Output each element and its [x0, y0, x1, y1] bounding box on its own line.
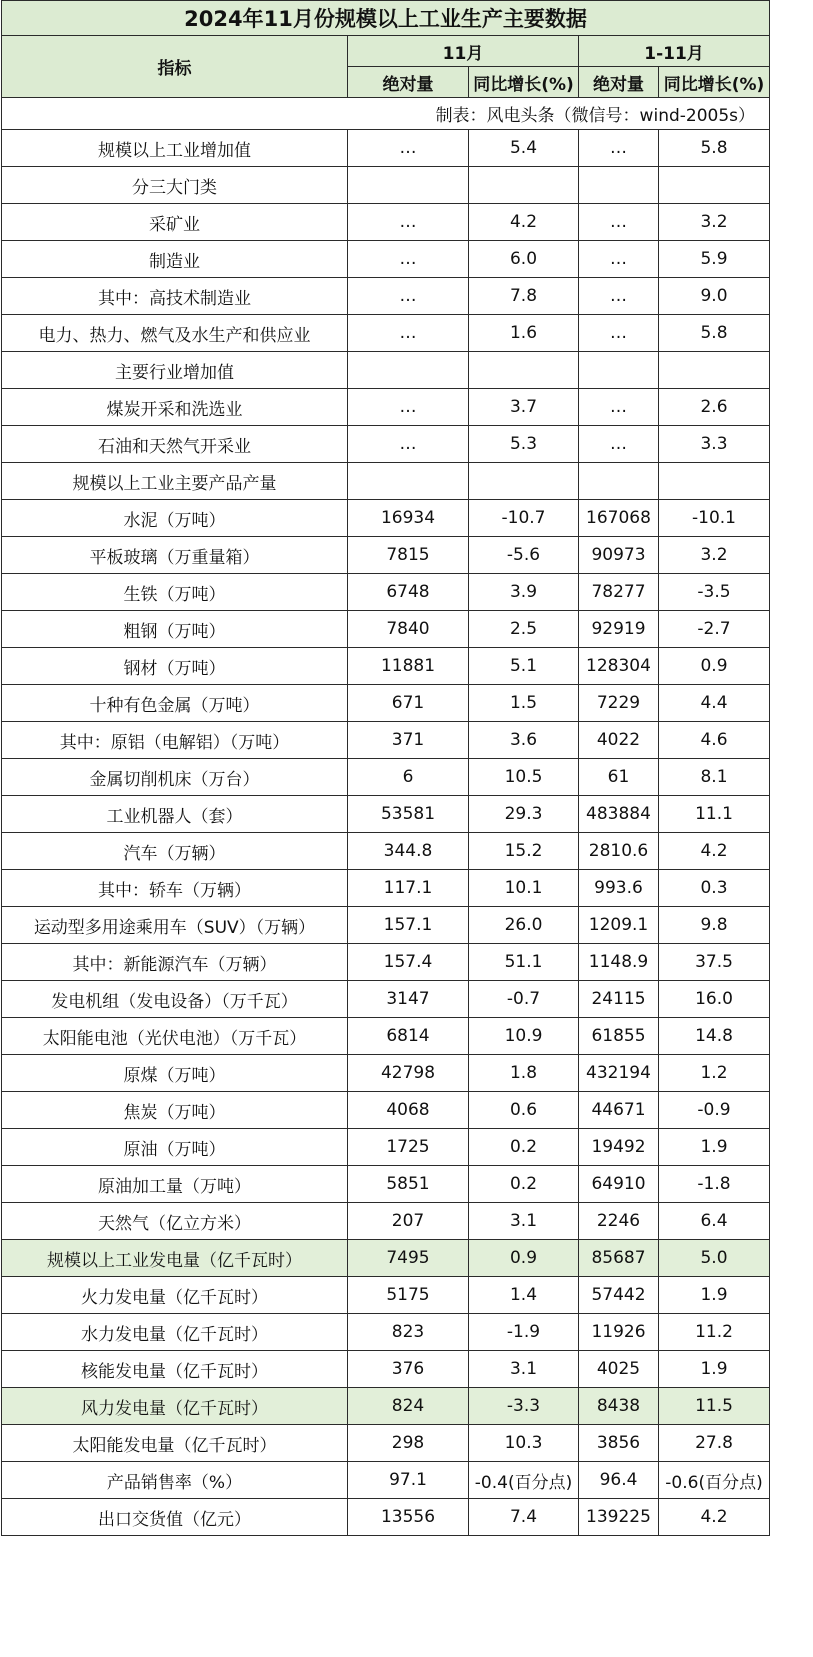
ytd-abs-cell: 85687	[579, 1240, 659, 1277]
indicator-cell: 电力、热力、燃气及水生产和供应业	[2, 315, 348, 352]
month-yoy-cell: 6.0	[469, 241, 579, 278]
indicator-cell: 其中：新能源汽车（万辆）	[2, 944, 348, 981]
table-row	[2, 833, 770, 870]
month-yoy-cell: -0.7	[469, 981, 579, 1018]
table-row	[2, 1129, 770, 1166]
ytd-abs-cell: 1209.1	[579, 907, 659, 944]
month-abs-cell: 53581	[348, 796, 469, 833]
header-period-ytd: 1-11月	[579, 36, 770, 67]
indicator-cell: 产品销售率（%）	[2, 1462, 348, 1499]
ytd-abs-cell: 96.4	[579, 1462, 659, 1499]
table-row	[2, 204, 770, 241]
month-yoy-cell: 1.6	[469, 315, 579, 352]
month-abs-cell	[348, 167, 469, 204]
table-row	[2, 944, 770, 981]
table-row	[2, 1499, 770, 1536]
ytd-yoy-cell: 0.9	[659, 648, 770, 685]
table-row	[2, 981, 770, 1018]
ytd-yoy-cell: 4.2	[659, 1499, 770, 1536]
ytd-abs-cell: …	[579, 204, 659, 241]
month-abs-cell: 16934	[348, 500, 469, 537]
month-yoy-cell: 1.5	[469, 685, 579, 722]
month-abs-cell: …	[348, 315, 469, 352]
table-row	[2, 1425, 770, 1462]
indicator-cell: 金属切削机床（万台）	[2, 759, 348, 796]
ytd-yoy-cell: 27.8	[659, 1425, 770, 1462]
table-body	[2, 1, 770, 1536]
month-yoy-cell: 3.1	[469, 1203, 579, 1240]
ytd-yoy-cell: 3.2	[659, 204, 770, 241]
ytd-yoy-cell: 4.2	[659, 833, 770, 870]
ytd-abs-cell: 2810.6	[579, 833, 659, 870]
month-yoy-cell	[469, 463, 579, 500]
ytd-yoy-cell: 37.5	[659, 944, 770, 981]
indicator-cell: 粗钢（万吨）	[2, 611, 348, 648]
ytd-abs-cell: 4022	[579, 722, 659, 759]
month-abs-cell: 3147	[348, 981, 469, 1018]
ytd-abs-cell: 3856	[579, 1425, 659, 1462]
month-abs-cell: 11881	[348, 648, 469, 685]
ytd-yoy-cell: -0.9	[659, 1092, 770, 1129]
header-period-month: 11月	[348, 36, 579, 67]
indicator-cell: 原煤（万吨）	[2, 1055, 348, 1092]
table-row	[2, 1166, 770, 1203]
month-abs-cell	[348, 463, 469, 500]
indicator-cell: 太阳能发电量（亿千瓦时）	[2, 1425, 348, 1462]
month-abs-cell: 7840	[348, 611, 469, 648]
month-yoy-cell: 10.3	[469, 1425, 579, 1462]
ytd-yoy-cell: 4.6	[659, 722, 770, 759]
table-row	[2, 611, 770, 648]
month-yoy-cell: 51.1	[469, 944, 579, 981]
indicator-cell: 其中：轿车（万辆）	[2, 870, 348, 907]
indicator-cell: 运动型多用途乘用车（SUV）（万辆）	[2, 907, 348, 944]
table-row	[2, 1388, 770, 1425]
month-yoy-cell: 3.1	[469, 1351, 579, 1388]
month-abs-cell: …	[348, 204, 469, 241]
ytd-yoy-cell: 11.2	[659, 1314, 770, 1351]
month-yoy-cell: -5.6	[469, 537, 579, 574]
ytd-yoy-cell: 11.1	[659, 796, 770, 833]
month-abs-cell: 371	[348, 722, 469, 759]
ytd-abs-cell: 7229	[579, 685, 659, 722]
month-abs-cell: 1725	[348, 1129, 469, 1166]
month-abs-cell: 13556	[348, 1499, 469, 1536]
ytd-abs-cell: 92919	[579, 611, 659, 648]
indicator-cell: 天然气（亿立方米）	[2, 1203, 348, 1240]
ytd-yoy-cell	[659, 352, 770, 389]
month-abs-cell: 42798	[348, 1055, 469, 1092]
month-yoy-cell: 3.6	[469, 722, 579, 759]
ytd-abs-cell: …	[579, 241, 659, 278]
month-abs-cell: 4068	[348, 1092, 469, 1129]
indicator-cell: 煤炭开采和洗选业	[2, 389, 348, 426]
ytd-yoy-cell: 14.8	[659, 1018, 770, 1055]
month-yoy-cell: 26.0	[469, 907, 579, 944]
indicator-cell: 其中：高技术制造业	[2, 278, 348, 315]
month-yoy-cell: 0.9	[469, 1240, 579, 1277]
month-yoy-cell: 4.2	[469, 204, 579, 241]
indicator-cell: 汽车（万辆）	[2, 833, 348, 870]
ytd-yoy-cell: 5.8	[659, 315, 770, 352]
ytd-yoy-cell	[659, 463, 770, 500]
indicator-cell: 工业机器人（套）	[2, 796, 348, 833]
table-row	[2, 1351, 770, 1388]
indicator-cell: 主要行业增加值	[2, 352, 348, 389]
ytd-yoy-cell: 1.9	[659, 1129, 770, 1166]
ytd-abs-cell: 167068	[579, 500, 659, 537]
ytd-yoy-cell: 5.9	[659, 241, 770, 278]
table-row	[2, 1203, 770, 1240]
indicator-cell: 生铁（万吨）	[2, 574, 348, 611]
ytd-yoy-cell: 16.0	[659, 981, 770, 1018]
ytd-abs-cell: 44671	[579, 1092, 659, 1129]
table-row	[2, 648, 770, 685]
indicator-cell: 水力发电量（亿千瓦时）	[2, 1314, 348, 1351]
month-abs-cell: 117.1	[348, 870, 469, 907]
ytd-abs-cell: 11926	[579, 1314, 659, 1351]
month-abs-cell: 376	[348, 1351, 469, 1388]
month-abs-cell: 157.1	[348, 907, 469, 944]
table-row	[2, 1055, 770, 1092]
month-abs-cell: 157.4	[348, 944, 469, 981]
month-yoy-cell: 7.8	[469, 278, 579, 315]
indicator-cell: 规模以上工业发电量（亿千瓦时）	[2, 1240, 348, 1277]
ytd-yoy-cell: 8.1	[659, 759, 770, 796]
ytd-yoy-cell: 6.4	[659, 1203, 770, 1240]
data-table	[1, 0, 770, 1536]
ytd-abs-cell: 78277	[579, 574, 659, 611]
indicator-cell: 核能发电量（亿千瓦时）	[2, 1351, 348, 1388]
ytd-abs-cell: …	[579, 130, 659, 167]
table-row	[2, 574, 770, 611]
indicator-cell: 火力发电量（亿千瓦时）	[2, 1277, 348, 1314]
month-abs-cell: 6748	[348, 574, 469, 611]
table-row	[2, 167, 770, 204]
table-row	[2, 1462, 770, 1499]
ytd-yoy-cell: 0.3	[659, 870, 770, 907]
indicator-cell: 其中：原铝（电解铝）（万吨）	[2, 722, 348, 759]
month-yoy-cell: 0.2	[469, 1129, 579, 1166]
indicator-cell: 平板玻璃（万重量箱）	[2, 537, 348, 574]
table-row	[2, 463, 770, 500]
header-ytd-abs: 绝对量	[579, 67, 659, 98]
month-yoy-cell: 1.8	[469, 1055, 579, 1092]
month-abs-cell: 5175	[348, 1277, 469, 1314]
month-yoy-cell: 5.4	[469, 130, 579, 167]
indicator-cell: 分三大门类	[2, 167, 348, 204]
indicator-cell: 水泥（万吨）	[2, 500, 348, 537]
month-yoy-cell: 2.5	[469, 611, 579, 648]
ytd-abs-cell: 19492	[579, 1129, 659, 1166]
table-row	[2, 685, 770, 722]
ytd-abs-cell: 993.6	[579, 870, 659, 907]
header-indicator: 指标	[2, 36, 348, 98]
ytd-abs-cell	[579, 352, 659, 389]
ytd-abs-cell: 2246	[579, 1203, 659, 1240]
ytd-yoy-cell: 11.5	[659, 1388, 770, 1425]
ytd-abs-cell	[579, 167, 659, 204]
month-yoy-cell: 7.4	[469, 1499, 579, 1536]
header-month-yoy: 同比增长(%)	[469, 67, 579, 98]
table-row	[2, 796, 770, 833]
ytd-abs-cell: 24115	[579, 981, 659, 1018]
month-abs-cell: 207	[348, 1203, 469, 1240]
ytd-yoy-cell: 1.2	[659, 1055, 770, 1092]
month-yoy-cell: 29.3	[469, 796, 579, 833]
month-yoy-cell: -10.7	[469, 500, 579, 537]
month-abs-cell: …	[348, 241, 469, 278]
indicator-cell: 钢材（万吨）	[2, 648, 348, 685]
month-yoy-cell: 0.6	[469, 1092, 579, 1129]
table-row	[2, 315, 770, 352]
title-row	[2, 1, 770, 36]
ytd-abs-cell: 61	[579, 759, 659, 796]
ytd-abs-cell: 432194	[579, 1055, 659, 1092]
ytd-abs-cell: 64910	[579, 1166, 659, 1203]
month-yoy-cell	[469, 167, 579, 204]
ytd-abs-cell: …	[579, 426, 659, 463]
table-row	[2, 870, 770, 907]
month-abs-cell: …	[348, 278, 469, 315]
month-yoy-cell: -3.3	[469, 1388, 579, 1425]
header-month-abs: 绝对量	[348, 67, 469, 98]
table-row	[2, 759, 770, 796]
ytd-yoy-cell: -3.5	[659, 574, 770, 611]
month-abs-cell: 6814	[348, 1018, 469, 1055]
indicator-cell: 太阳能电池（光伏电池）（万千瓦）	[2, 1018, 348, 1055]
table-row	[2, 722, 770, 759]
table-title: 2024年11月份规模以上工业生产主要数据	[2, 1, 770, 36]
indicator-cell: 制造业	[2, 241, 348, 278]
ytd-abs-cell: 4025	[579, 1351, 659, 1388]
month-yoy-cell: 15.2	[469, 833, 579, 870]
month-abs-cell: 6	[348, 759, 469, 796]
month-abs-cell: …	[348, 130, 469, 167]
indicator-cell: 原油加工量（万吨）	[2, 1166, 348, 1203]
month-yoy-cell: 1.4	[469, 1277, 579, 1314]
ytd-yoy-cell: -1.8	[659, 1166, 770, 1203]
table-row	[2, 1314, 770, 1351]
ytd-yoy-cell: 9.8	[659, 907, 770, 944]
ytd-yoy-cell: 3.3	[659, 426, 770, 463]
ytd-abs-cell: 128304	[579, 648, 659, 685]
ytd-abs-cell: 90973	[579, 537, 659, 574]
indicator-cell: 采矿业	[2, 204, 348, 241]
month-abs-cell: 298	[348, 1425, 469, 1462]
ytd-yoy-cell	[659, 167, 770, 204]
ytd-abs-cell: 139225	[579, 1499, 659, 1536]
indicator-cell: 十种有色金属（万吨）	[2, 685, 348, 722]
month-yoy-cell: 10.9	[469, 1018, 579, 1055]
month-yoy-cell: 3.9	[469, 574, 579, 611]
ytd-yoy-cell: 1.9	[659, 1351, 770, 1388]
ytd-yoy-cell: 1.9	[659, 1277, 770, 1314]
table-row	[2, 278, 770, 315]
table-row	[2, 1092, 770, 1129]
month-abs-cell: 344.8	[348, 833, 469, 870]
table-row	[2, 1018, 770, 1055]
ytd-yoy-cell: 5.8	[659, 130, 770, 167]
indicator-cell: 出口交货值（亿元）	[2, 1499, 348, 1536]
ytd-abs-cell: 1148.9	[579, 944, 659, 981]
source-note: 制表：风电头条（微信号：wind-2005s）	[2, 98, 770, 130]
indicator-cell: 原油（万吨）	[2, 1129, 348, 1166]
ytd-abs-cell: 57442	[579, 1277, 659, 1314]
month-yoy-cell	[469, 352, 579, 389]
month-yoy-cell: 5.1	[469, 648, 579, 685]
ytd-yoy-cell: -10.1	[659, 500, 770, 537]
header-ytd-yoy: 同比增长(%)	[659, 67, 770, 98]
month-yoy-cell: -0.4(百分点)	[469, 1462, 579, 1499]
table-row	[2, 1277, 770, 1314]
note-row	[2, 98, 770, 130]
month-yoy-cell: 3.7	[469, 389, 579, 426]
ytd-abs-cell: …	[579, 315, 659, 352]
indicator-cell: 规模以上工业增加值	[2, 130, 348, 167]
table-row	[2, 426, 770, 463]
indicator-cell: 规模以上工业主要产品产量	[2, 463, 348, 500]
month-abs-cell: 671	[348, 685, 469, 722]
month-abs-cell: 7815	[348, 537, 469, 574]
indicator-cell: 焦炭（万吨）	[2, 1092, 348, 1129]
table-row	[2, 537, 770, 574]
ytd-yoy-cell: 2.6	[659, 389, 770, 426]
indicator-cell: 风力发电量（亿千瓦时）	[2, 1388, 348, 1425]
table-row	[2, 907, 770, 944]
ytd-yoy-cell: -0.6(百分点)	[659, 1462, 770, 1499]
ytd-abs-cell: 61855	[579, 1018, 659, 1055]
table-row	[2, 241, 770, 278]
table-row	[2, 500, 770, 537]
month-abs-cell: …	[348, 389, 469, 426]
month-abs-cell: …	[348, 426, 469, 463]
ytd-yoy-cell: 5.0	[659, 1240, 770, 1277]
ytd-abs-cell: …	[579, 278, 659, 315]
ytd-yoy-cell: 9.0	[659, 278, 770, 315]
month-abs-cell: 7495	[348, 1240, 469, 1277]
month-yoy-cell: 10.1	[469, 870, 579, 907]
table-row	[2, 130, 770, 167]
month-yoy-cell: 5.3	[469, 426, 579, 463]
table-row	[2, 389, 770, 426]
ytd-abs-cell: 8438	[579, 1388, 659, 1425]
month-abs-cell: 97.1	[348, 1462, 469, 1499]
table-row	[2, 352, 770, 389]
ytd-yoy-cell: 3.2	[659, 537, 770, 574]
month-yoy-cell: -1.9	[469, 1314, 579, 1351]
month-yoy-cell: 0.2	[469, 1166, 579, 1203]
ytd-abs-cell: …	[579, 389, 659, 426]
ytd-abs-cell: 483884	[579, 796, 659, 833]
ytd-yoy-cell: -2.7	[659, 611, 770, 648]
indicator-cell: 石油和天然气开采业	[2, 426, 348, 463]
month-abs-cell: 5851	[348, 1166, 469, 1203]
month-abs-cell: 824	[348, 1388, 469, 1425]
ytd-yoy-cell: 4.4	[659, 685, 770, 722]
table-row	[2, 1240, 770, 1277]
header-row-periods	[2, 36, 770, 67]
indicator-cell: 发电机组（发电设备）（万千瓦）	[2, 981, 348, 1018]
month-abs-cell: 823	[348, 1314, 469, 1351]
ytd-abs-cell	[579, 463, 659, 500]
month-yoy-cell: 10.5	[469, 759, 579, 796]
month-abs-cell	[348, 352, 469, 389]
